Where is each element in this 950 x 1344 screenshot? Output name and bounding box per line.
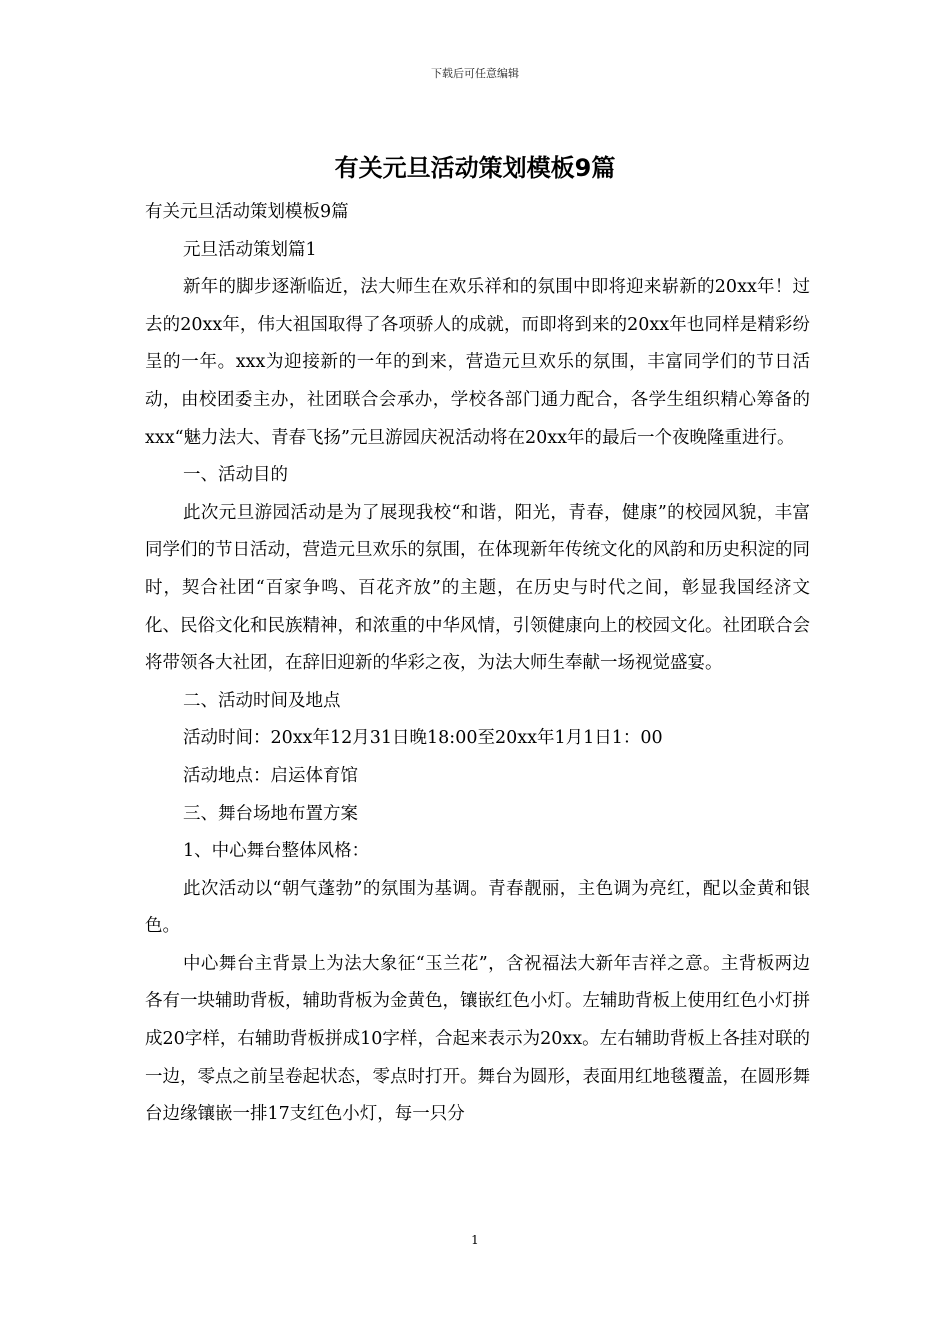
- paragraph: 三、舞台场地布置方案: [183, 803, 358, 824]
- paragraph: 活动地点：启运体育馆: [183, 765, 358, 786]
- paragraph: 此次活动以“朝气蓬勃”的氛围为基调。青春靓丽，主色调为亮红，配以金黄和银色。: [145, 878, 810, 937]
- document-title: 有关元旦活动策划模板9篇: [334, 154, 616, 182]
- paragraph: 活动时间：20xx年12月31日晚18:00至20xx年1月1日1：00: [183, 728, 663, 749]
- paragraph: 1、中心舞台整体风格：: [183, 841, 370, 862]
- page-number: 1: [471, 1233, 479, 1247]
- paragraph: 二、活动时间及地点: [183, 690, 341, 711]
- paragraph: 有关元旦活动策划模板9篇: [145, 202, 349, 222]
- paragraph: 此次元旦游园活动是为了展现我校“和谐，阳光，青春，健康”的校园风貌，丰富同学们的节日活动，营造元旦欢乐的氛围，在体现新年传统文化的风韵和历史积淀的同时，契合社团“百家争鸣、百花齐放”的主题，在历史与时代之间，彰显我国经济文化、民俗文化和民族精神，和浓重的中华风情，引领健康向上的校园文化。社团联合会将带领各大社团，在辞旧迎新的华彩之夜，为法大师生奉献一场视觉盛宴。: [145, 502, 810, 674]
- document-body: [145, 194, 810, 1134]
- paragraph: 新年的脚步逐渐临近，法大师生在欢乐祥和的氛围中即将迎来崭新的20xx年！过去的20xx年，伟大祖国取得了各项骄人的成就，而即将到来的20xx年也同样是精彩纷呈的一年。xxx为迎接新的一年的到来，营造元旦欢乐的氛围，丰富同学们的节日活动，由校团委主办，社团联合会承办，学校各部门通力配合，各学生组织精心筹备的xxx“魅力法大、青春飞扬”元旦游园庆祝活动将在20xx年的最后一个夜晚隆重进行。: [145, 277, 810, 448]
- paragraph: 中心舞台主背景上为法大象征“玉兰花”，含祝福法大新年吉祥之意。主背板两边各有一块辅助背板，辅助背板为金黄色，镶嵌红色小灯。左辅助背板上使用红色小灯拼成20字样，右辅助背板拼成10字样，合起来表示为20xx。左右辅助背板上各挂对联的一边，零点之前呈卷起状态，零点时打开。舞台为圆形，表面用红地毯覆盖，在圆形舞台边缘镶嵌一排17支红色小灯，每一只分: [145, 953, 810, 1125]
- paragraph: 元旦活动策划篇1: [183, 239, 317, 260]
- header-note: 下载后可任意编辑: [431, 67, 519, 80]
- paragraph: 一、活动目的: [183, 465, 288, 486]
